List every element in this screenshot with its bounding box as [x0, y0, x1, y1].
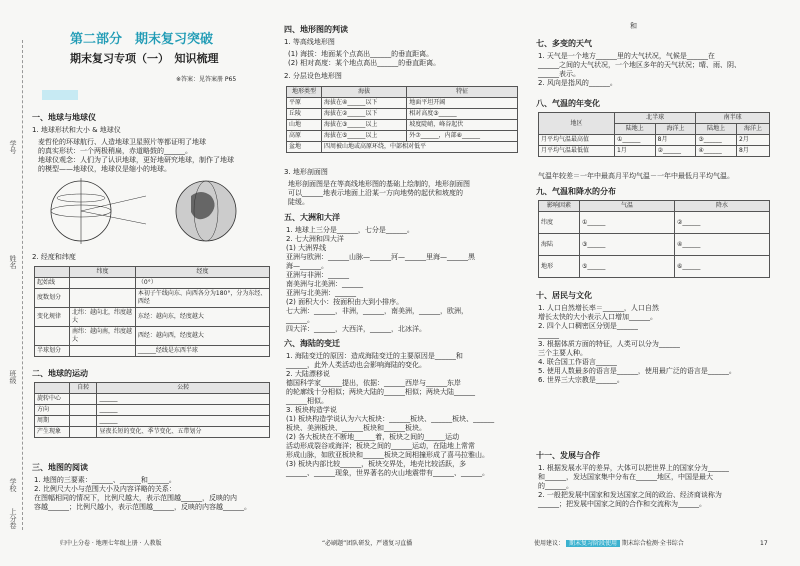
text-line: 麦哲伦的环球航行、人造地球卫星照片等都证明了地球: [38, 138, 206, 146]
section-11-text: [538, 464, 774, 509]
table-header: 陆地上: [614, 124, 655, 135]
footer-left: 归中上分卷 · 地理七年级上册 · 人教版: [60, 540, 162, 547]
table-header: 海拔: [322, 87, 407, 98]
table-cell: 地形: [539, 256, 580, 278]
section-4-3: 3. 地形剖面图: [284, 168, 328, 176]
table-header-row: [539, 201, 770, 212]
table-row: [287, 98, 518, 109]
table-cell: [70, 416, 97, 427]
table-cell: 本初子午线向东、向西各分为180°，分为东经、西经: [135, 289, 269, 308]
text-line: 1. 天气是一个地方______里的大气状况，气候是______在: [538, 52, 715, 60]
margin-label-class: 班级: [9, 370, 17, 384]
text-line: 七大洲：______，非洲，______，南美洲，______，欧洲，: [286, 307, 468, 315]
table-cell: 海陆: [539, 234, 580, 256]
table-cell: 四周被山地或高原环绕，中部相对低平: [322, 142, 518, 153]
footer-center: “必刷题”团队研发，严谨复习直播: [322, 540, 413, 547]
text-line: ______之间的大气状况，一个地区多年的天气状况；晴、雨、阴、: [538, 61, 741, 69]
table-cell: ______经线是东西半球: [135, 346, 269, 357]
table-cell: 海拔在②______以下: [322, 109, 407, 120]
text-line: 和______，发达国家集中分布在______地区，中国是最大: [538, 473, 713, 481]
section-1-text: [38, 138, 268, 174]
table-cell: 地面平坦开阔: [407, 98, 518, 109]
text-line: 3. 根据体质方面的特征，人类可以分为______: [538, 340, 680, 348]
text-line: 6. 世界三大宗教是______。: [538, 376, 624, 384]
text-line: 的真实形状：一个两极稍扁，赤道略鼓的______。: [38, 147, 192, 155]
text-line: ______，此外人类活动也会影响海陆的变化。: [286, 361, 426, 369]
pointer-line: [81, 196, 146, 211]
table-cell: 丘陵: [287, 109, 322, 120]
margin-label-school: 学校: [9, 478, 17, 492]
table-cell: 坡度陡峭，峰谷起伏: [407, 120, 518, 131]
table-row: [287, 120, 518, 131]
margin-tear-label: 上分卷: [9, 508, 17, 529]
section-7-title: 七、多变的天气: [536, 39, 592, 48]
text-line: 德国科学家______提出，依据：______西岸与______东岸: [286, 379, 461, 387]
table-row: [35, 405, 270, 416]
table-cell: 外⑦______，内部⑧______: [407, 131, 518, 142]
text-line: 陡缓。: [288, 198, 309, 206]
table-cell: 起始线: [35, 278, 70, 289]
text-line: 地形剖面图是在等高线地形图的基础上绘制的，地形剖面图: [288, 180, 470, 188]
table-row: [539, 212, 770, 234]
table-cell: ⑤______: [580, 256, 675, 278]
table-row: [35, 346, 270, 357]
section-8-title: 八、气温的年变化: [536, 99, 600, 108]
text-line: ______相似。: [286, 397, 328, 405]
table-header: 纬度: [70, 267, 136, 278]
text-line: 2. 大陆漂移说: [286, 370, 330, 378]
text-line: 形成山脉，如欧亚板块和______板块之间相撞形成了喜马拉雅山。: [286, 451, 489, 459]
table-cell: ______: [97, 416, 270, 427]
text-line: 2. 四个人口稠密区分别是______: [538, 322, 638, 330]
part-title: 第二部分 期末复习突破: [70, 32, 214, 47]
section-4-2: 2. 分层设色地形图: [284, 72, 342, 80]
table-cell: [70, 427, 97, 438]
text-line: ______。: [286, 316, 314, 324]
text-line: 海—______。: [286, 262, 328, 270]
table-cell: 昼夜长短的变化、季节变化、五带划分: [97, 427, 270, 438]
column-2: [282, 0, 522, 566]
text-line: 三个主要人种。: [538, 349, 587, 357]
section-11-title: 十一、发展与合作: [536, 451, 600, 460]
table-cell: ①______: [614, 135, 655, 146]
table-header-row: [539, 113, 770, 124]
table-cell: 西经：越向西，经度越大: [135, 327, 269, 346]
text-line: 板块、美洲板块、______板块和______板块。: [286, 424, 426, 432]
page-number: 17: [760, 540, 768, 547]
column-1: [30, 0, 270, 566]
text-line: 亚洲与非洲：______: [286, 271, 349, 279]
text-line: 的模型——地球仪，地球仪是缩小的地球。: [38, 165, 171, 173]
table-cell: ③______: [696, 135, 737, 146]
table-header: 经度: [135, 267, 269, 278]
table-header-row: [287, 87, 518, 98]
text-line: (2) 各大板块在不断地______着，板块之间的______运动: [286, 433, 460, 441]
table-cell: 平原: [287, 98, 322, 109]
table-cell: ______: [97, 394, 270, 405]
section-8-line: 气温年较差＝一年中最高月平均气温－一年中最低月平均气温。: [538, 172, 734, 180]
table-header: 降水: [675, 201, 770, 212]
temperature-table: [538, 112, 770, 157]
table-cell: 8月: [736, 146, 769, 157]
table-header: 特征: [407, 87, 518, 98]
footer-usage: [534, 540, 684, 548]
table-cell: 产生现象: [35, 427, 70, 438]
top-right-text: 和: [630, 22, 637, 30]
table-cell: [70, 346, 136, 357]
table-header-row: [35, 383, 270, 394]
table-header: 气温: [580, 201, 675, 212]
table-cell: 南纬：越向南，纬度越大: [70, 327, 136, 346]
table-cell: ④______: [675, 234, 770, 256]
table-cell: [70, 405, 97, 416]
table-cell: 海拔在⑤______以上: [322, 131, 407, 142]
section-10-title: 十、居民与文化: [536, 291, 592, 300]
section-1-1: 1. 地球形状和大小 & 地球仪: [32, 126, 121, 134]
section-5-title: 五、大洲和大洋: [284, 213, 340, 222]
table-cell: 东经：越向东，经度越大: [135, 308, 269, 327]
table-cell: 度数划分: [35, 289, 70, 308]
table-cell: 8月: [655, 135, 696, 146]
table-cell: [70, 289, 136, 308]
text-line: 南美洲与北美洲：______: [286, 280, 363, 288]
table-row: [539, 135, 770, 146]
text-line: 亚洲与欧洲：______山脉—______河—______里海—______黑: [286, 253, 475, 261]
table-row: [287, 109, 518, 120]
table-header: 地区: [539, 113, 615, 135]
table-cell: ②______: [675, 212, 770, 234]
footer-right: 期末综合检测·全书综合: [621, 540, 684, 547]
section-5-text: [286, 226, 522, 334]
margin-label-id: 学号: [9, 140, 17, 154]
table-cell: ①______: [580, 212, 675, 234]
table-cell: 山地: [287, 120, 322, 131]
terrain-table: [286, 86, 518, 153]
table-row: [35, 278, 270, 289]
table-row: [35, 289, 270, 308]
text-line: 1. 海陆变迁的原因：造成海陆变迁的主要原因是______和: [286, 352, 463, 360]
highlight-mark: [42, 90, 78, 100]
text-line: 2. 七大洲和四大洋: [286, 235, 344, 243]
table-row: [539, 146, 770, 157]
text-line: 四大洋：______，大西洋，______，北冰洋。: [286, 325, 426, 333]
table-header: 海洋上: [736, 124, 769, 135]
pointer-line: [81, 211, 146, 224]
text-line: (2) 面积大小：按面积由大到小排序。: [286, 298, 404, 306]
table-row: [35, 394, 270, 405]
section-2-title: 二、地球的运动: [32, 369, 88, 378]
text-line: 地球仪观念：人们为了认识地球，更好地研究地球，制作了地球: [38, 156, 234, 164]
table-cell: 月平均气温最低值: [539, 146, 615, 157]
text-line: (2) 相对高度：某个地点高出______的垂直距离。: [288, 59, 441, 67]
text-line: 活动形成裂谷或海洋；板块之间的______运动，在陆地上常常: [286, 442, 475, 450]
text-line: 的轮廓线十分相似；两块大陆的______相似；两块大陆______: [286, 388, 475, 396]
section-3-title: 三、地图的阅读: [32, 463, 88, 472]
table-cell: [70, 394, 97, 405]
text-line: 1. 地球上三分是______，七分是______。: [286, 226, 414, 234]
usage-badge: 期末复习阶段使用: [566, 540, 620, 547]
table-cell: 1月: [614, 146, 655, 157]
earth-motion-table: [34, 382, 270, 438]
table-cell: 海拔在③______以上: [322, 120, 407, 131]
text-line: (1) 板块构造学说认为六大板块：______板块、______板块、______: [286, 415, 495, 423]
table-cell: 周期: [35, 416, 70, 427]
climate-table: [538, 200, 770, 278]
section-9-title: 九、气温和降水的分布: [536, 187, 616, 196]
answer-reference: ※答案：见答案册 P65: [176, 76, 237, 83]
table-cell: 月平均气温最高值: [539, 135, 615, 146]
table-header: 海洋上: [655, 124, 696, 135]
table-cell: ④______: [696, 146, 737, 157]
table-row: [539, 256, 770, 278]
text-line: 4. 联合国工作语言______: [538, 358, 617, 366]
table-header: 南半球: [696, 113, 770, 124]
section-3-text: [34, 476, 270, 512]
text-line: 增长太快的大小表示人口增加______。: [538, 313, 657, 321]
table-cell: 相对高度③______: [407, 109, 518, 120]
text-line: 2. 一般把发展中国家和发达国家之间的政治、经济商谈称为: [538, 491, 722, 499]
text-line: (3) 板块内部比较______，板块交界处，地壳比较活跃，多: [286, 460, 467, 468]
section-1-2: 2. 经度和纬度: [32, 253, 76, 261]
usage-label: 使用建议：: [534, 540, 565, 547]
table-row: [35, 308, 270, 327]
table-header: 北半球: [614, 113, 695, 124]
text-line: 1. 人口自然增长率＝______，人口自然: [538, 304, 659, 312]
table-cell: 半球划分: [35, 346, 70, 357]
table-header: 公转: [97, 383, 270, 394]
table-cell: ⑥______: [675, 256, 770, 278]
section-4-3-text: [288, 180, 470, 207]
globe-diagrams: [36, 176, 266, 246]
text-line: 2. 风向是指风的______。: [538, 79, 617, 87]
lat-long-table: [34, 266, 270, 357]
table-cell: 变化规律: [35, 308, 70, 327]
table-row: [539, 234, 770, 256]
table-header-row: [35, 267, 270, 278]
text-line: 亚洲与北美洲：______: [286, 289, 356, 297]
table-cell: ______: [97, 405, 270, 416]
column-3: [534, 0, 774, 566]
binding-line: [22, 40, 23, 530]
table-cell: 纬度: [539, 212, 580, 234]
table-cell: 高原: [287, 131, 322, 142]
section-4-1: 1. 等高线地形图: [284, 38, 335, 46]
text-line: 1. 根据发展水平的差异，大体可以把世界上的国家分为______: [538, 464, 729, 472]
text-line: 2. 比例尺大小与范围大小及内容详略的关系：: [34, 485, 176, 493]
table-cell: 北纬：越向北，纬度越大: [70, 308, 136, 327]
table-cell: ③______: [580, 234, 675, 256]
text-line: 1. 地图的三要素：______、______和______。: [34, 476, 176, 484]
table-cell: [70, 278, 136, 289]
table-header: 陆地上: [696, 124, 737, 135]
table-header: 影响因素: [539, 201, 580, 212]
text-line: ______；把发展中国家之间的合作和交流称为______。: [538, 500, 706, 508]
section-10-text: [538, 304, 774, 385]
text-line: 3. 板块构造学说: [286, 406, 337, 414]
table-row: [287, 142, 518, 153]
section-4-title: 四、地形图的判读: [284, 25, 348, 34]
table-header: 地形类型: [287, 87, 322, 98]
table-row: [35, 416, 270, 427]
text-line: 5. 使用人数最多的语言是______，使用最广泛的语言是______。: [538, 367, 736, 375]
section-4-text: [288, 50, 440, 68]
table-row: [287, 131, 518, 142]
text-line: (1) 海拔：地面某个点高出______的垂直距离。: [288, 50, 434, 58]
section-7-text: [538, 52, 774, 88]
table-header: [35, 267, 70, 278]
table-cell: 旋转中心: [35, 394, 70, 405]
table-header: [35, 383, 70, 394]
margin-label-name: 姓名: [9, 255, 17, 269]
section-1-title: 一、地球与地球仪: [32, 113, 96, 122]
table-cell: （0°）: [135, 278, 269, 289]
table-header: 自转: [70, 383, 97, 394]
text-line: ______: [538, 331, 559, 339]
table-cell: [35, 327, 70, 346]
text-line: ______、______现象，世界著名的火山地震带有______、______。: [286, 469, 489, 477]
text-line: (1) 大洲界线: [286, 244, 327, 252]
table-cell: 方向: [35, 405, 70, 416]
table-row: [35, 427, 270, 438]
section-6-text: [286, 352, 522, 478]
table-cell: 盆地: [287, 142, 322, 153]
table-cell: 海拔在④______以下: [322, 98, 407, 109]
section-6-title: 六、海陆的变迁: [284, 339, 340, 348]
text-line: 在图幅相同的情况下，比例尺越大，表示范围越______，反映的内: [34, 494, 237, 502]
table-cell: ②______: [655, 146, 696, 157]
text-line: 可以______地表示地面上沿某一方向地势的起伏和坡度的: [288, 189, 463, 197]
text-line: 容越______；比例尺越小，表示范围越______，反映的内容越______。: [34, 503, 251, 511]
table-row: [35, 327, 270, 346]
page-subtitle: 期末复习专项（一） 知识梳理: [70, 52, 219, 65]
text-line: ______表示。: [538, 70, 580, 78]
table-cell: 2月: [736, 135, 769, 146]
text-line: 的______。: [538, 482, 573, 490]
